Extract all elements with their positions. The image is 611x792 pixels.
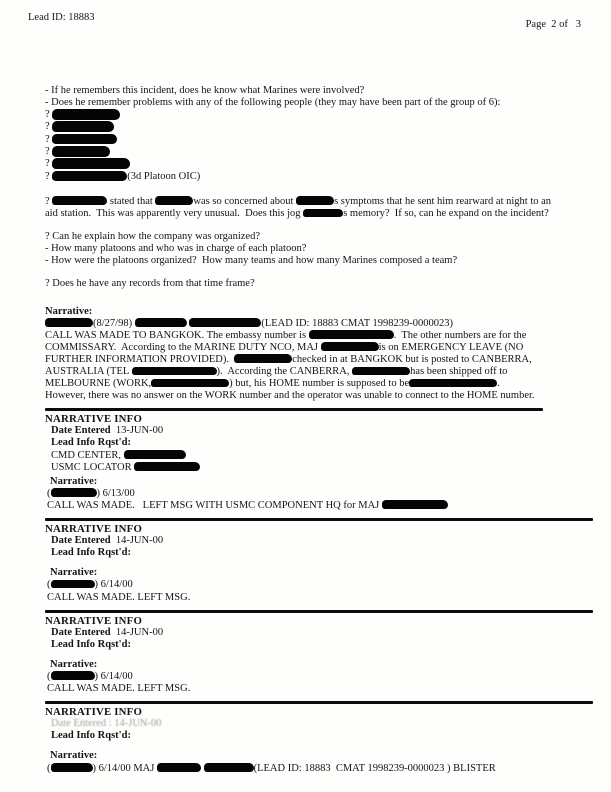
- redaction-bar: [321, 342, 379, 351]
- section-heading: NARRATIVE INFO: [45, 706, 143, 719]
- text-segment: CALL WAS MADE TO BANGKOK. The embassy number is: [45, 329, 309, 341]
- narrative-line: [45, 592, 577, 604]
- text-line: [45, 134, 577, 146]
- narrative-label: Narrative:: [50, 658, 98, 670]
- text-segment: ?: [45, 146, 53, 158]
- section-rule: [45, 701, 593, 704]
- questions: [45, 85, 577, 109]
- redaction-bar: [51, 488, 97, 497]
- text-segment: (: [47, 762, 51, 774]
- text-segment: (: [47, 579, 51, 591]
- redaction-bar: [52, 171, 127, 182]
- text-line: [45, 255, 577, 267]
- text-segment: Lead Info Rqst'd:: [51, 638, 131, 650]
- text-line: [45, 97, 577, 109]
- text-segment: ) 6/14/00: [94, 670, 133, 682]
- redaction-bar: [52, 134, 117, 145]
- text-segment: (8/27/98): [93, 317, 135, 329]
- document-body: [0, 30, 611, 775]
- text-segment: (3d Platoon OIC): [127, 170, 201, 182]
- text-segment: 13-JUN-00: [110, 425, 164, 437]
- text-segment: (LEAD ID: 18883 CMAT 1998239-0000023): [261, 317, 454, 329]
- text-segment: CALL WAS MADE. LEFT MSG.: [47, 591, 191, 603]
- redaction-bar: [52, 158, 130, 169]
- text-segment: stated that: [107, 195, 156, 207]
- text-segment: ?: [45, 195, 53, 207]
- redaction-bar: [124, 450, 186, 459]
- text-line: [45, 354, 577, 366]
- redaction-bar: [52, 196, 107, 205]
- text-segment: ) 6/14/00 MAJ: [92, 762, 157, 774]
- text-segment: However, there was no answer on the WORK number and the operator was unable to connect to the HOME number.: [45, 390, 535, 402]
- text-segment: - How many platoons and who was in charge of each platoon?: [45, 243, 307, 255]
- field-line: [45, 627, 577, 639]
- narrative-info-1: [45, 408, 577, 512]
- text-segment: aid station. This was apparently very unusual. Does this jog: [45, 208, 304, 220]
- text-segment: 14-JUN-00: [110, 626, 164, 638]
- text-segment: (: [47, 670, 51, 682]
- redaction-bar: [52, 146, 110, 157]
- text-line: [45, 85, 577, 97]
- incident-question: [45, 196, 577, 220]
- text-line: [45, 278, 577, 290]
- text-line: [45, 342, 577, 354]
- text-segment: ?: [45, 133, 53, 145]
- redaction-bar: [51, 763, 93, 772]
- narrative-line: [45, 671, 577, 683]
- section-heading: NARRATIVE INFO: [45, 413, 143, 426]
- lead-id: Lead ID: 18883: [28, 12, 95, 23]
- text-segment: s memory? If so, can he expand on the incident?: [343, 208, 549, 220]
- text-line: [45, 196, 577, 208]
- text-segment: checked in at BANGKOK but is posted to CANBERRA,: [292, 353, 532, 365]
- text-segment: - If he remembers this incident, does he know what Marines were involved?: [45, 85, 365, 96]
- text-segment: FURTHER INFORMATION PROVIDED).: [45, 353, 235, 365]
- text-segment: Lead Info Rqst'd:: [51, 437, 131, 449]
- records-question: [45, 278, 577, 290]
- text-segment: ?: [45, 109, 53, 121]
- text-segment: ?: [45, 121, 53, 133]
- redaction-bar: [234, 354, 292, 363]
- text-segment: Date Entered: [51, 425, 111, 437]
- redaction-bar: [309, 330, 394, 339]
- text-segment: MELBOURNE (WORK,: [45, 378, 152, 390]
- text-line: [45, 330, 577, 342]
- text-line: [45, 171, 577, 183]
- redaction-bar: [51, 671, 95, 680]
- redaction-bar: [132, 367, 217, 376]
- text-segment: was so concerned about: [193, 195, 297, 207]
- section-rule: [45, 518, 593, 521]
- narrative-label: Narrative:: [50, 750, 98, 762]
- narrative-label: Narrative:: [50, 475, 98, 487]
- narrative-line: [45, 763, 577, 775]
- redaction-bar: [135, 318, 187, 327]
- text-segment: Date Entered: [51, 626, 111, 638]
- section-heading: NARRATIVE INFO: [45, 614, 143, 627]
- text-segment: ?: [45, 158, 53, 170]
- narrative-line: [45, 500, 577, 512]
- text-segment: AUSTRALIA (TEL: [45, 366, 132, 377]
- field-line: [45, 450, 577, 462]
- narrative-line: [45, 683, 577, 695]
- redaction-bar: [45, 318, 93, 327]
- text-segment: ) but, his HOME number is supposed to be: [229, 378, 410, 390]
- text-line: [45, 306, 577, 318]
- text-line: [45, 109, 577, 121]
- text-line: [45, 146, 577, 158]
- section-heading: NARRATIVE INFO: [45, 523, 143, 536]
- narrative-info-4: [45, 701, 577, 774]
- text-segment: - Does he remember problems with any of the following people (they may have been part of the group of 6):: [45, 97, 501, 109]
- text-line: [45, 390, 577, 402]
- text-line: [45, 243, 577, 255]
- field-line: [45, 535, 577, 547]
- narrative-line: [45, 488, 577, 500]
- narrative-info-2: [45, 518, 577, 604]
- text-segment: .: [497, 378, 500, 390]
- redaction-bar: [134, 462, 200, 471]
- text-line: [45, 158, 577, 170]
- name-list: [45, 109, 577, 183]
- text-line: [45, 231, 577, 243]
- field-line: [45, 437, 577, 449]
- section-rule: [45, 610, 593, 613]
- text-segment: . The other numbers are for the: [393, 329, 527, 341]
- page-header: [0, 0, 611, 30]
- text-segment: COMMISSARY. According to the MARINE DUTY NCO, MAJ: [45, 341, 321, 353]
- field-line: [45, 425, 577, 437]
- text-segment: CALL WAS MADE. LEFT MSG WITH USMC COMPONENT HQ for MAJ: [47, 499, 382, 511]
- text-line: [45, 366, 577, 378]
- text-segment: (LEAD ID: 18883 CMAT 1998239-0000023 ) BLISTER: [253, 762, 496, 774]
- redaction-bar: [189, 318, 261, 327]
- text-segment: Date Entered : 14-JUN-00: [51, 718, 162, 730]
- text-segment: Narrative:: [45, 305, 93, 317]
- text-segment: ). According the CANBERRA,: [216, 366, 353, 377]
- field-line: [45, 547, 577, 559]
- text-segment: has been shipped off to: [410, 366, 508, 377]
- redaction-bar: [52, 109, 120, 120]
- text-segment: ) 6/14/00: [94, 579, 133, 591]
- redaction-bar: [51, 580, 95, 589]
- section-rule: [45, 408, 543, 411]
- text-line: [45, 318, 577, 330]
- narrative-label: Narrative:: [50, 567, 98, 579]
- redaction-bar: [382, 500, 448, 509]
- narrative-info-3: [45, 610, 577, 696]
- text-segment: CMD CENTER,: [51, 449, 124, 461]
- redaction-bar: [155, 196, 193, 205]
- organization-questions: [45, 231, 577, 267]
- text-segment: Lead Info Rqst'd:: [51, 730, 131, 742]
- field-line: [45, 462, 577, 474]
- narrative-line: [45, 579, 577, 591]
- field-line: [45, 718, 577, 730]
- redaction-bar: [303, 209, 343, 218]
- text-segment: ? Can he explain how the company was organized?: [45, 231, 260, 243]
- text-segment: ) 6/13/00: [96, 487, 135, 499]
- text-segment: Date Entered: [51, 535, 111, 547]
- redaction-bar: [52, 121, 114, 132]
- text-segment: Lead Info Rqst'd:: [51, 547, 131, 559]
- redaction-bar: [151, 379, 229, 388]
- redaction-bar: [409, 379, 497, 388]
- text-segment: is on EMERGENCY LEAVE (NO: [378, 341, 524, 353]
- redaction-bar: [296, 196, 334, 205]
- redaction-bar: [352, 367, 410, 376]
- text-line: [45, 208, 577, 220]
- redaction-bar: [157, 763, 201, 772]
- page-number: Page 2 of 3: [525, 19, 581, 30]
- text-line: [45, 378, 577, 390]
- text-segment: CALL WAS MADE. LEFT MSG.: [47, 683, 191, 695]
- text-segment: (: [47, 487, 51, 499]
- text-line: [45, 121, 577, 133]
- main-narrative: [45, 306, 577, 403]
- text-segment: 14-JUN-00: [110, 535, 164, 547]
- text-segment: s symptoms that he sent him rearward at night to an: [334, 195, 552, 207]
- text-segment: USMC LOCATOR: [51, 461, 135, 473]
- field-line: [45, 639, 577, 651]
- redaction-bar: [204, 763, 254, 772]
- field-line: [45, 730, 577, 742]
- text-segment: ?: [45, 170, 53, 182]
- text-segment: ? Does he have any records from that time frame?: [45, 278, 255, 290]
- text-segment: - How were the platoons organized? How many teams and how many Marines composed a team?: [45, 255, 458, 267]
